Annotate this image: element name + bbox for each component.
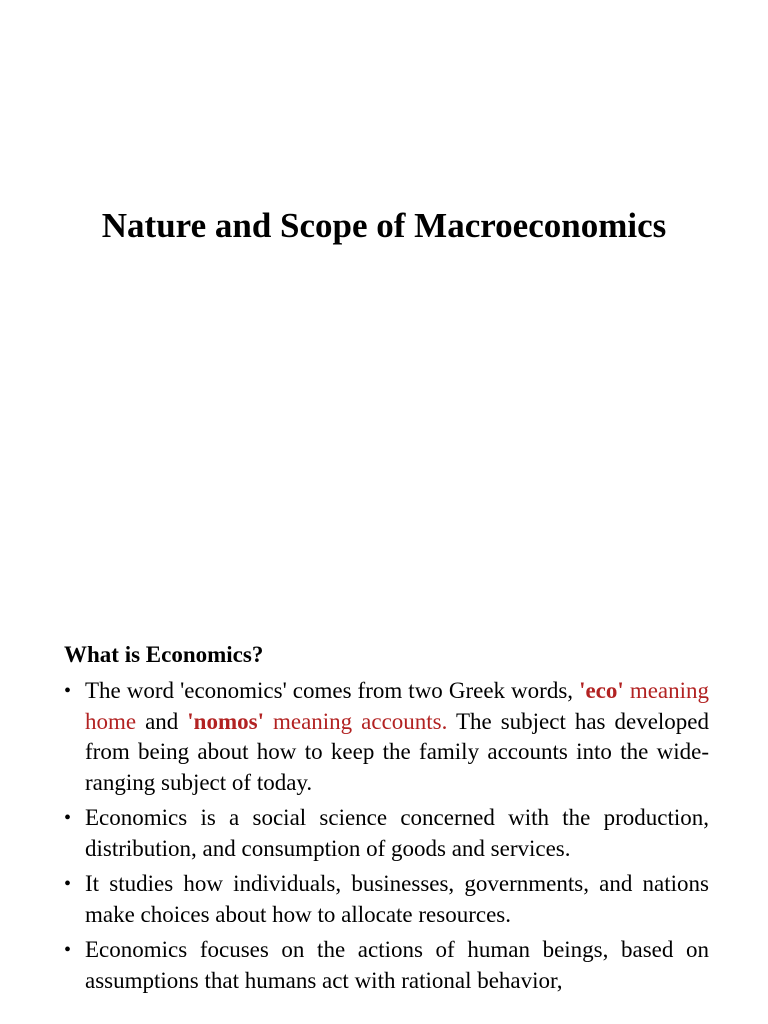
bullet-dot-icon: • bbox=[64, 939, 72, 961]
greek-word-nomos: 'nomos' bbox=[187, 708, 264, 734]
bullet-text: Economics focuses on the actions of human beings, based on assumptions that humans act with rational behavior, bbox=[85, 937, 709, 993]
content-slide bbox=[0, 630, 768, 1024]
greek-word-eco: 'eco' bbox=[579, 678, 624, 703]
meaning-home: meaning home bbox=[85, 678, 710, 734]
bullet-text: The word 'economics' comes from two Greek words, bbox=[85, 678, 580, 703]
bullet-dot-icon: • bbox=[64, 680, 72, 702]
bullet-dot-icon: • bbox=[64, 873, 72, 895]
bullet-dot-icon: • bbox=[64, 807, 72, 829]
bullet-item-rational-behavior bbox=[64, 935, 709, 996]
meaning-accounts: meaning accounts. bbox=[272, 708, 448, 734]
bullet-text: Economics is a social science concerned with the production, distribution, and consumption of goods and services. bbox=[85, 805, 709, 861]
slide-title: Nature and Scope of Macroeconomics bbox=[101, 206, 667, 245]
bullet-item-choices bbox=[64, 869, 709, 930]
bullet-text: It studies how individuals, businesses, governments, and nations make choices about how to allocate resources. bbox=[85, 871, 709, 927]
bullet-item-definition bbox=[64, 803, 709, 864]
section-heading: What is Economics? bbox=[64, 642, 264, 667]
bullet-list bbox=[64, 676, 709, 1001]
bullet-item-etymology: • The word 'economics' comes from two Greek words, 'eco' meaning home and 'nomos' meaning accounts. The subject has developed from being about how to keep the family accounts into the wide-ranging subject of today. bbox=[64, 678, 710, 795]
